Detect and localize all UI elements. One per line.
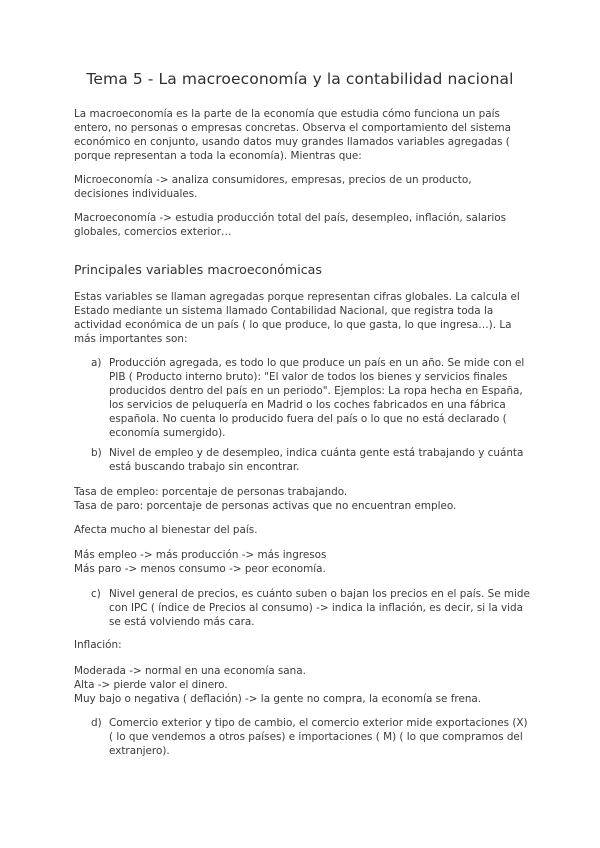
- variables-intro-paragraph: Estas variables se llaman agregadas porque representan cifras globales. La calcula el Estado mediante un sistema llamado Contabilidad Nacional, que registra toda la actividad económica de un país ( lo que produce, lo que gasta, lo que ingresa…). La más importantes son:: [74, 291, 520, 345]
- text-line: Más paro -> menos consumo -> peor economía.: [74, 563, 326, 575]
- text-line: Moderada -> normal en una economía sana.: [74, 665, 306, 677]
- intro-paragraph: La macroeconomía es la parte de la economía que estudia cómo funciona un país entero, no personas o empresas concretas. Observa el comportamiento del sistema económico en conjunto, usando datos muy grandes llamados variables agregadas ( porque representan a toda la economía). Mientras que:: [74, 108, 512, 162]
- text-line: Más empleo -> más producción -> más ingresos: [74, 549, 327, 561]
- micro-paragraph: Microeconomía -> analiza consumidores, empresas, precios de un producto, decisiones individuales.: [74, 174, 472, 200]
- text-line: Tasa de empleo: porcentaje de personas trabajando.: [74, 486, 348, 498]
- empleo-definitions: [74, 485, 526, 513]
- inflacion-label: Inflación:: [74, 639, 122, 651]
- section-heading: Principales variables macroeconómicas: [74, 262, 322, 277]
- list-item-text: Producción agregada, es todo lo que produce un país en un año. Se mide con el PIB ( Producto interno bruto): "El valor de todos los bienes y servicios finales producidos dentro del país en un periodo". Ejemplos: La ropa hecha en España, los servicios de peluquería en Madrid o los coches fabricados en una fábrica española. No cuenta lo producido fuera del país o lo que no está declarado ( economía sumergido).: [109, 357, 525, 439]
- list-item-d: [91, 716, 531, 758]
- list-item-c: [91, 587, 531, 629]
- list-item-b: [91, 446, 531, 474]
- text-line: Muy bajo o negativa ( deflación) -> la gente no compra, la economía se frena.: [74, 693, 482, 705]
- inflacion-lines: [74, 664, 526, 706]
- list-item-letter: a): [91, 357, 102, 369]
- list-item-letter: c): [91, 588, 101, 600]
- text-line: Tasa de paro: porcentaje de personas activas que no encuentran empleo.: [74, 500, 457, 512]
- list-item-text: Nivel de empleo y de desempleo, indica cuánta gente está trabajando y cuánta está buscando trabajo sin encontrar.: [109, 447, 524, 473]
- text-line: Alta -> pierde valor el dinero.: [74, 679, 228, 691]
- list-item-a: [91, 356, 531, 440]
- bienestar-line: Afecta mucho al bienestar del país.: [74, 524, 258, 536]
- chain-lines: [74, 548, 526, 576]
- macro-paragraph: Macroeconomía -> estudia producción total del país, desempleo, inflación, salarios globales, comercios exterior…: [74, 212, 507, 238]
- list-item-letter: d): [91, 717, 102, 729]
- list-item-text: Comercio exterior y tipo de cambio, el comercio exterior mide exportaciones (X) ( lo que vendemos a otros países) e importaciones ( M) ( lo que compramos del extranjero).: [109, 717, 528, 757]
- list-item-letter: b): [91, 447, 102, 459]
- page-title: Tema 5 - La macroeconomía y la contabilidad nacional: [86, 70, 514, 88]
- list-item-text: Nivel general de precios, es cuánto suben o bajan los precios en el país. Se mide con IPC ( índice de Precios al consumo) -> indica la inflación, es decir, si la vida se está volviendo más cara.: [109, 588, 530, 628]
